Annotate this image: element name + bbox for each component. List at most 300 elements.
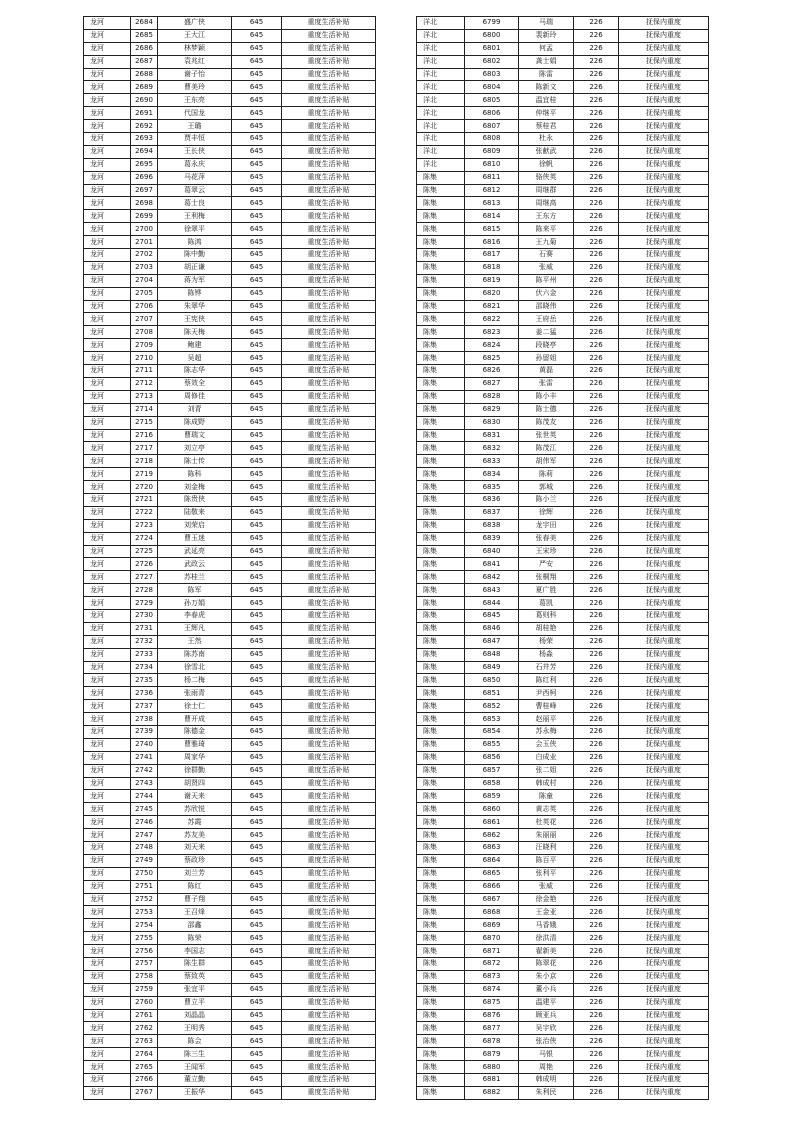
category-cell: 重度生活补贴 [282,558,376,571]
name-cell: 龚士娟 [519,55,574,68]
amount-cell: 645 [232,932,282,945]
town-cell: 陈集 [417,442,465,455]
category-cell: 重度生活补贴 [282,506,376,519]
amount-cell: 226 [574,468,619,481]
town-cell: 陈集 [417,777,465,790]
id-cell: 6801 [465,42,519,55]
category-cell: 重度生活补贴 [282,674,376,687]
town-cell: 龙河 [84,223,131,236]
amount-cell: 226 [574,184,619,197]
town-cell: 龙河 [84,416,131,429]
id-cell: 2684 [131,17,158,30]
name-cell: 徐金艳 [519,893,574,906]
name-cell: 李国志 [158,945,232,958]
name-cell: 曹开成 [158,713,232,726]
id-cell: 2764 [131,1048,158,1061]
category-cell: 重度生活补贴 [282,184,376,197]
amount-cell: 645 [232,751,282,764]
id-cell: 6821 [465,300,519,313]
table-row [84,223,376,236]
name-cell: 葛则科 [519,609,574,622]
category-cell: 抚保内重度 [619,1074,709,1087]
table-row [84,313,376,326]
town-cell: 陈集 [417,867,465,880]
id-cell: 2755 [131,932,158,945]
category-cell: 抚保内重度 [619,1009,709,1022]
id-cell: 2688 [131,68,158,81]
town-cell: 陈集 [417,1009,465,1022]
table-row [84,158,376,171]
name-cell: 王东亮 [158,94,232,107]
id-cell: 6824 [465,339,519,352]
name-cell: 曹瑞文 [158,429,232,442]
name-cell: 陈雷 [519,68,574,81]
name-cell: 郭城 [519,481,574,494]
town-cell: 陈集 [417,1048,465,1061]
town-cell: 陈集 [417,932,465,945]
category-cell: 重度生活补贴 [282,893,376,906]
id-cell: 6860 [465,803,519,816]
name-cell: 胡贤四 [158,777,232,790]
table-row [417,171,709,184]
name-cell: 曹玉迷 [158,532,232,545]
category-cell: 重度生活补贴 [282,867,376,880]
table-row [84,365,376,378]
id-cell: 6811 [465,171,519,184]
amount-cell: 226 [574,1086,619,1099]
name-cell: 石赛 [519,249,574,262]
name-cell: 王府岳 [519,313,574,326]
category-cell: 抚保内重度 [619,584,709,597]
table-row [84,674,376,687]
table-row [84,854,376,867]
town-cell: 龙河 [84,442,131,455]
table-row [84,571,376,584]
town-cell: 陈集 [417,365,465,378]
amount-cell: 226 [574,893,619,906]
table-row [84,545,376,558]
amount-cell: 645 [232,829,282,842]
amount-cell: 226 [574,906,619,919]
name-cell: 谢天来 [158,790,232,803]
id-cell: 2704 [131,274,158,287]
amount-cell: 645 [232,958,282,971]
name-cell: 徐士仁 [158,700,232,713]
town-cell: 洋北 [417,55,465,68]
town-cell: 龙河 [84,1061,131,1074]
category-cell: 抚保内重度 [619,738,709,751]
name-cell: 陈科 [158,468,232,481]
id-cell: 2730 [131,609,158,622]
amount-cell: 645 [232,906,282,919]
id-cell: 6882 [465,1086,519,1099]
id-cell: 2726 [131,558,158,571]
id-cell: 6835 [465,481,519,494]
category-cell: 抚保内重度 [619,94,709,107]
amount-cell: 645 [232,403,282,416]
category-cell: 重度生活补贴 [282,493,376,506]
table-row [84,661,376,674]
amount-cell: 645 [232,790,282,803]
town-cell: 龙河 [84,571,131,584]
table-row [417,429,709,442]
table-row [417,635,709,648]
category-cell: 抚保内重度 [619,249,709,262]
table-row [84,519,376,532]
town-cell: 龙河 [84,919,131,932]
amount-cell: 226 [574,403,619,416]
amount-cell: 226 [574,133,619,146]
name-cell: 鲍建 [158,339,232,352]
table-row [417,970,709,983]
id-cell: 6846 [465,622,519,635]
table-row [84,932,376,945]
town-cell: 陈集 [417,468,465,481]
id-cell: 2750 [131,867,158,880]
table-row [417,287,709,300]
amount-cell: 226 [574,867,619,880]
id-cell: 6848 [465,648,519,661]
name-cell: 温建平 [519,996,574,1009]
amount-cell: 645 [232,120,282,133]
id-cell: 6855 [465,738,519,751]
id-cell: 2722 [131,506,158,519]
category-cell: 抚保内重度 [619,68,709,81]
town-cell: 龙河 [84,816,131,829]
id-cell: 2727 [131,571,158,584]
category-cell: 抚保内重度 [619,300,709,313]
id-cell: 2707 [131,313,158,326]
town-cell: 陈集 [417,893,465,906]
town-cell: 陈集 [417,403,465,416]
table-row [417,687,709,700]
town-cell: 陈集 [417,803,465,816]
id-cell: 6822 [465,313,519,326]
category-cell: 抚保内重度 [619,416,709,429]
id-cell: 6880 [465,1061,519,1074]
amount-cell: 645 [232,867,282,880]
town-cell: 陈集 [417,713,465,726]
town-cell: 陈集 [417,842,465,855]
name-cell: 王璐 [158,120,232,133]
amount-cell: 226 [574,790,619,803]
amount-cell: 226 [574,145,619,158]
table-row [417,506,709,519]
id-cell: 2763 [131,1035,158,1048]
amount-cell: 226 [574,545,619,558]
name-cell: 刘金梅 [158,481,232,494]
category-cell: 重度生活补贴 [282,339,376,352]
table-row [417,609,709,622]
name-cell: 陈中勤 [158,249,232,262]
table-row [84,81,376,94]
amount-cell: 645 [232,764,282,777]
table-row [417,274,709,287]
name-cell: 吴超 [158,352,232,365]
amount-cell: 645 [232,300,282,313]
table-row [417,365,709,378]
name-cell: 汪晓利 [519,842,574,855]
amount-cell: 226 [574,107,619,120]
table-row [417,455,709,468]
id-cell: 2712 [131,377,158,390]
amount-cell: 226 [574,313,619,326]
id-cell: 6817 [465,249,519,262]
name-cell: 周继群 [519,184,574,197]
amount-cell: 226 [574,210,619,223]
amount-cell: 226 [574,390,619,403]
category-cell: 重度生活补贴 [282,107,376,120]
id-cell: 6833 [465,455,519,468]
name-cell: 韩成村 [519,777,574,790]
amount-cell: 226 [574,55,619,68]
name-cell: 邵鑫 [158,919,232,932]
id-cell: 2715 [131,416,158,429]
category-cell: 重度生活补贴 [282,68,376,81]
name-cell: 杨荣 [519,635,574,648]
amount-cell: 645 [232,725,282,738]
name-cell: 曹雅琦 [158,738,232,751]
amount-cell: 226 [574,880,619,893]
id-cell: 2742 [131,764,158,777]
table-row [84,1009,376,1022]
town-cell: 龙河 [84,287,131,300]
town-cell: 洋北 [417,17,465,30]
town-cell: 陈集 [417,506,465,519]
town-cell: 龙河 [84,145,131,158]
table-row [417,919,709,932]
town-cell: 龙河 [84,1022,131,1035]
category-cell: 抚保内重度 [619,107,709,120]
amount-cell: 645 [232,1061,282,1074]
amount-cell: 645 [232,365,282,378]
amount-cell: 226 [574,958,619,971]
name-cell: 林梦颖 [158,42,232,55]
name-cell: 陈红 [158,880,232,893]
town-cell: 陈集 [417,493,465,506]
table-row [84,725,376,738]
amount-cell: 226 [574,713,619,726]
id-cell: 6869 [465,919,519,932]
name-cell: 王宋珍 [519,545,574,558]
name-cell: 周修佳 [158,390,232,403]
table-row [417,339,709,352]
category-cell: 重度生活补贴 [282,249,376,262]
id-cell: 2753 [131,906,158,919]
amount-cell: 226 [574,700,619,713]
amount-cell: 645 [232,68,282,81]
table-row [417,403,709,416]
id-cell: 6856 [465,751,519,764]
town-cell: 龙河 [84,532,131,545]
id-cell: 6831 [465,429,519,442]
category-cell: 重度生活补贴 [282,687,376,700]
amount-cell: 645 [232,429,282,442]
name-cell: 朱翠华 [158,300,232,313]
town-cell: 龙河 [84,17,131,30]
town-cell: 陈集 [417,300,465,313]
name-cell: 刘晶晶 [158,1009,232,1022]
id-cell: 6876 [465,1009,519,1022]
table-row [84,970,376,983]
town-cell: 龙河 [84,558,131,571]
name-cell: 陈童 [519,790,574,803]
id-cell: 6803 [465,68,519,81]
name-cell: 陈三生 [158,1048,232,1061]
town-cell: 洋北 [417,120,465,133]
name-cell: 陈志华 [158,365,232,378]
amount-cell: 645 [232,17,282,30]
town-cell: 陈集 [417,352,465,365]
amount-cell: 645 [232,197,282,210]
name-cell: 黄志英 [519,803,574,816]
name-cell: 蔡桂君 [519,120,574,133]
town-cell: 龙河 [84,725,131,738]
town-cell: 陈集 [417,958,465,971]
name-cell: 陈苏南 [158,648,232,661]
category-cell: 抚保内重度 [619,571,709,584]
id-cell: 6823 [465,326,519,339]
name-cell: 孙留姐 [519,352,574,365]
amount-cell: 226 [574,738,619,751]
table-row [84,468,376,481]
town-cell: 陈集 [417,829,465,842]
id-cell: 2690 [131,94,158,107]
category-cell: 重度生活补贴 [282,970,376,983]
category-cell: 重度生活补贴 [282,854,376,867]
id-cell: 6877 [465,1022,519,1035]
town-cell: 龙河 [84,958,131,971]
table-row [417,906,709,919]
town-cell: 龙河 [84,133,131,146]
name-cell: 周艳 [519,1061,574,1074]
category-cell: 抚保内重度 [619,210,709,223]
town-cell: 龙河 [84,674,131,687]
amount-cell: 226 [574,919,619,932]
table-row [84,339,376,352]
town-cell: 陈集 [417,429,465,442]
table-row [417,42,709,55]
name-cell: 陈茂江 [519,442,574,455]
table-row [417,468,709,481]
category-cell: 抚保内重度 [619,197,709,210]
town-cell: 洋北 [417,29,465,42]
name-cell: 蒋为军 [158,274,232,287]
name-cell: 仲继平 [519,107,574,120]
id-cell: 2748 [131,842,158,855]
amount-cell: 645 [232,687,282,700]
category-cell: 重度生活补贴 [282,236,376,249]
town-cell: 陈集 [417,700,465,713]
name-cell: 张献武 [519,145,574,158]
category-cell: 重度生活补贴 [282,1009,376,1022]
id-cell: 6806 [465,107,519,120]
table-row [417,893,709,906]
table-row [84,777,376,790]
table-row [417,519,709,532]
id-cell: 6826 [465,365,519,378]
table-row [417,300,709,313]
category-cell: 抚保内重度 [619,455,709,468]
name-cell: 胡桂艳 [519,622,574,635]
id-cell: 6851 [465,687,519,700]
town-cell: 龙河 [84,584,131,597]
category-cell: 重度生活补贴 [282,1035,376,1048]
table-row [417,1086,709,1099]
category-cell: 重度生活补贴 [282,352,376,365]
table-row [417,700,709,713]
amount-cell: 645 [232,94,282,107]
amount-cell: 226 [574,584,619,597]
category-cell: 抚保内重度 [619,352,709,365]
id-cell: 2729 [131,597,158,610]
amount-cell: 645 [232,55,282,68]
name-cell: 黄磊 [519,365,574,378]
table-row [417,958,709,971]
table-row [417,983,709,996]
amount-cell: 226 [574,842,619,855]
amount-cell: 226 [574,970,619,983]
category-cell: 重度生活补贴 [282,996,376,1009]
table-row [84,1061,376,1074]
amount-cell: 226 [574,609,619,622]
id-cell: 2724 [131,532,158,545]
town-cell: 陈集 [417,687,465,700]
amount-cell: 226 [574,493,619,506]
town-cell: 龙河 [84,455,131,468]
category-cell: 抚保内重度 [619,365,709,378]
table-row [417,751,709,764]
name-cell: 张宜平 [158,983,232,996]
category-cell: 重度生活补贴 [282,287,376,300]
id-cell: 6842 [465,571,519,584]
category-cell: 抚保内重度 [619,493,709,506]
name-cell: 曹美玲 [158,81,232,94]
table-row [417,197,709,210]
name-cell: 会玉侠 [519,738,574,751]
town-cell: 龙河 [84,597,131,610]
table-row [84,867,376,880]
name-cell: 徐帆 [519,158,574,171]
id-cell: 6837 [465,506,519,519]
id-cell: 6819 [465,274,519,287]
name-cell: 王振华 [158,1086,232,1099]
town-cell: 陈集 [417,597,465,610]
id-cell: 2713 [131,390,158,403]
name-cell: 蔡政珍 [158,854,232,867]
amount-cell: 226 [574,223,619,236]
town-cell: 龙河 [84,713,131,726]
name-cell: 陈会 [158,1035,232,1048]
category-cell: 重度生活补贴 [282,622,376,635]
table-row [417,55,709,68]
amount-cell: 645 [232,287,282,300]
id-cell: 6808 [465,133,519,146]
category-cell: 抚保内重度 [619,1061,709,1074]
amount-cell: 226 [574,1074,619,1087]
table-row [84,493,376,506]
amount-cell: 226 [574,1022,619,1035]
category-cell: 抚保内重度 [619,906,709,919]
category-cell: 抚保内重度 [619,223,709,236]
town-cell: 龙河 [84,81,131,94]
table-row [417,145,709,158]
town-cell: 陈集 [417,519,465,532]
id-cell: 2697 [131,184,158,197]
town-cell: 陈集 [417,648,465,661]
id-cell: 6862 [465,829,519,842]
id-cell: 2698 [131,197,158,210]
